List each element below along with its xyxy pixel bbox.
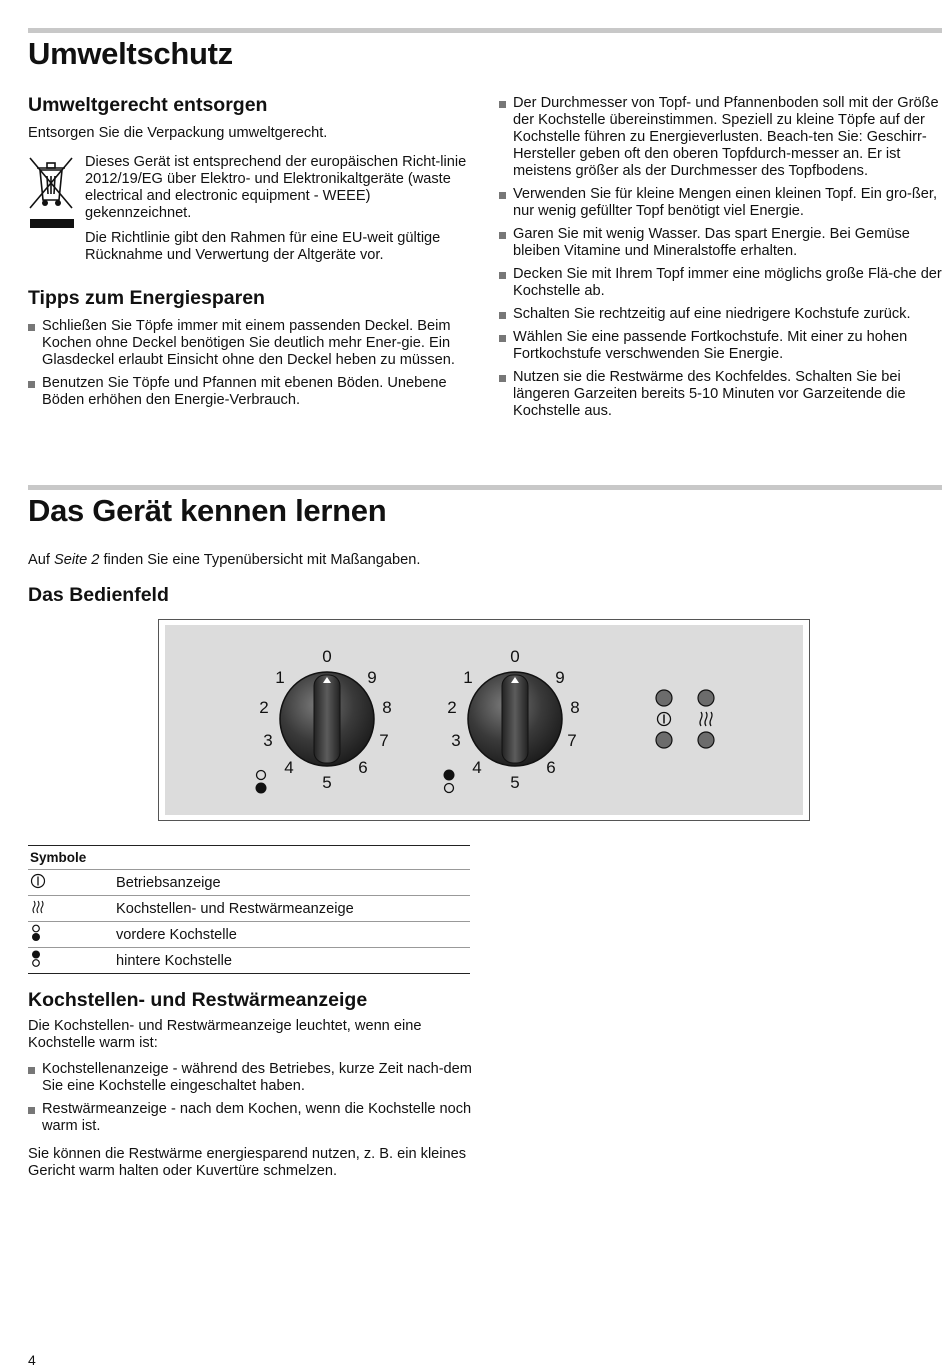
knob-left-label-3: 3 (263, 731, 273, 750)
knob-left-label-2: 2 (259, 698, 269, 717)
table-row (28, 948, 470, 974)
indicator-lamps (656, 690, 714, 748)
knob-left-label-9: 9 (367, 668, 377, 687)
table-row (28, 870, 470, 896)
symbols-table-header: Symbole (28, 846, 470, 870)
knob-left-label-7: 7 (379, 731, 389, 750)
section-rule (28, 28, 942, 33)
knob-right-label-2: 2 (447, 698, 457, 717)
table-row (28, 922, 470, 948)
front-hotplate-icon (444, 770, 455, 793)
rear-hotplate-icon (256, 771, 267, 794)
page-reference-link[interactable]: Seite 2 (53, 552, 100, 568)
list-item: Decken Sie mit Ihrem Topf immer eine möglichs große Flä-che der Kochstelle ab. (499, 266, 943, 300)
knob-right-label-7: 7 (567, 731, 577, 750)
symbol-cell (28, 870, 114, 896)
symbols-table (28, 845, 470, 974)
list-item: Der Durchmesser von Topf- und Pfannenboden soll mit der Größe der Kochstelle übereinstimmen. Speziell zu kleine Töpfe auf der Kochstelle führen zu Energieverlusten. Beach-ten Sie: Geschirr-Hersteller geben oft den oberen Topfdurch-messer an. Er ist meistens größer als der Durchmesser des Topfbodens. (499, 95, 943, 180)
knob-left-label-1: 1 (275, 668, 285, 687)
list-item: Benutzen Sie Töpfe und Pfannen mit ebenen Böden. Unebene Böden erhöhen den Energie-Verbrauch. (28, 375, 473, 409)
symbol-cell (28, 922, 114, 948)
section-title-umweltschutz: Umweltschutz (28, 36, 233, 71)
intro-text: Auf (28, 552, 54, 568)
overview-intro (28, 552, 528, 569)
list-item: Kochstellenanzeige - während des Betriebes, kurze Zeit nach-dem Sie eine Kochstelle eingeschaltet haben. (28, 1061, 473, 1095)
knob-right-label-8: 8 (570, 698, 580, 717)
crossed-out-wheelie-bin-icon (28, 156, 74, 230)
section-title-geraet: Das Gerät kennen lernen (28, 493, 387, 528)
knob-left[interactable] (280, 672, 374, 766)
knob-left-label-5: 5 (322, 773, 332, 792)
list-item: Schalten Sie rechtzeitig auf eine niedrigere Kochstufe zurück. (499, 306, 943, 323)
list-item: Garen Sie mit wenig Wasser. Das spart Energie. Bei Gemüse bleiben Vitamine und Mineralstoffe erhalten. (499, 226, 943, 260)
weee-description (85, 154, 473, 264)
control-panel-surface (165, 625, 803, 815)
front-hotplate-icon (30, 924, 42, 942)
knob-right-label-3: 3 (451, 731, 461, 750)
list-item: Verwenden Sie für kleine Mengen einen kleinen Topf. Ein gro-ßer, nur wenig gefüllter Topf benötigt viel Energie. (499, 186, 943, 220)
list-item: Restwärmeanzeige - nach dem Kochen, wenn die Kochstelle noch warm ist. (28, 1101, 473, 1135)
heading-control-panel: Das Bedienfeld (28, 584, 169, 606)
symbol-label: vordere Kochstelle (114, 922, 470, 948)
knob-left-label-4: 4 (284, 758, 294, 777)
energy-tips-right-list (499, 95, 943, 426)
symbol-label: Betriebsanzeige (114, 870, 470, 896)
residual-heat-icon (30, 899, 46, 915)
knob-right[interactable] (468, 672, 562, 766)
heading-heat-indicator: Kochstellen- und Restwärmeanzeige (28, 989, 368, 1011)
intro-text: finden Sie eine Typenübersicht mit Maßangaben. (99, 552, 421, 568)
table-row (28, 896, 470, 922)
symbol-cell (28, 896, 114, 922)
indicator-lamp (698, 732, 714, 748)
heat-indicator-intro: Die Kochstellen- und Restwärmeanzeige leuchtet, wenn eine Kochstelle warm ist: (28, 1018, 422, 1051)
control-panel-diagram (158, 619, 810, 821)
symbol-label: hintere Kochstelle (114, 948, 470, 974)
indicator-lamp (656, 690, 672, 706)
list-item: Schließen Sie Töpfe immer mit einem passenden Deckel. Beim Kochen ohne Deckel benötigen Sie deutlich mehr Ener-gie. Ein Glasdeckel erlaubt Einsicht ohne den Deckel heben zu müssen. (28, 318, 473, 369)
indicator-lamp (656, 732, 672, 748)
energy-tips-left-list (28, 318, 473, 415)
symbol-cell (28, 948, 114, 974)
weee-text-1: Dieses Gerät ist entsprechend der europäischen Richt-linie 2012/19/EG über Elektro- und Elektronikaltgeräte (waste electrical and electronic equipment - WEEE) gekennzeichnet. (85, 154, 467, 221)
heat-indicator-list (28, 1061, 473, 1141)
knob-right-label-9: 9 (555, 668, 565, 687)
knob-left-label-0: 0 (322, 647, 332, 666)
power-indicator-icon (30, 873, 46, 889)
page-number: 4 (28, 1352, 36, 1368)
power-indicator-icon (658, 713, 671, 726)
knob-left-label-6: 6 (358, 758, 368, 777)
knob-right-label-1: 1 (463, 668, 473, 687)
knob-right-label-6: 6 (546, 758, 556, 777)
section-rule (28, 485, 942, 490)
knob-right-label-5: 5 (510, 773, 520, 792)
disposal-intro: Entsorgen Sie die Verpackung umweltgerecht. (28, 125, 328, 141)
knob-right-label-4: 4 (472, 758, 482, 777)
residual-heat-icon (700, 712, 712, 726)
heading-energy-tips: Tipps zum Energiesparen (28, 287, 265, 309)
rear-hotplate-icon (30, 950, 42, 968)
knob-right-label-0: 0 (510, 647, 520, 666)
indicator-lamp (698, 690, 714, 706)
list-item: Wählen Sie eine passende Fortkochstufe. Mit einer zu hohen Fortkochstufe verschwenden Sie Energie. (499, 329, 943, 363)
list-item: Nutzen sie die Restwärme des Kochfeldes. Schalten Sie bei längeren Garzeiten bereits 5-10 Minuten vor Garzeitende die Kochstelle aus. (499, 369, 943, 420)
control-panel-drawing (165, 625, 803, 815)
heading-disposal: Umweltgerecht entsorgen (28, 94, 268, 116)
knob-left-label-8: 8 (382, 698, 392, 717)
heat-indicator-outro: Sie können die Restwärme energiesparend nutzen, z. B. ein kleines Gericht warm halten oder Kuvertüre schmelzen. (28, 1146, 467, 1179)
symbol-label: Kochstellen- und Restwärmeanzeige (114, 896, 470, 922)
weee-text-2: Die Richtlinie gibt den Rahmen für eine EU-weit gültige Rücknahme und Verwertung der Altgeräte vor. (85, 230, 441, 263)
